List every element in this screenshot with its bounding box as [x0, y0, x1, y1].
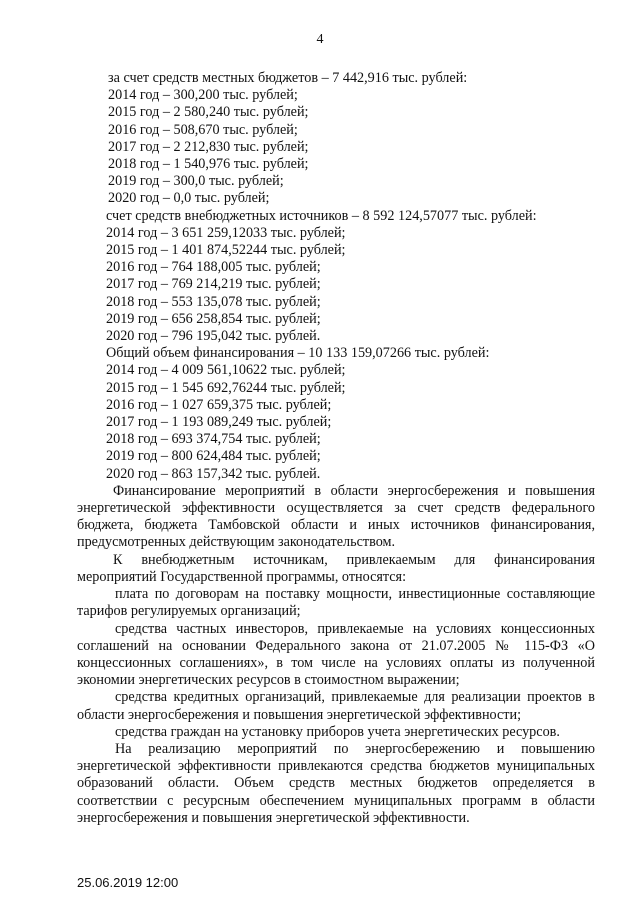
list-item: 2014 год – 4 009 561,10622 тыс. рублей;	[106, 362, 346, 379]
list-item: 2016 год – 764 188,005 тыс. рублей;	[106, 259, 321, 276]
financing-paragraph: Финансирование мероприятий в области энергосбережения и повышения энергетической эффективности осуществляется за счет средств федерального бюджета, бюджета Тамбовской области и иных источников финансирования, предусмотренных действующим законодательством.	[77, 482, 595, 551]
page-number: 4	[316, 32, 324, 47]
list-item: 2019 год – 800 624,484 тыс. рублей;	[106, 448, 321, 465]
list-item: 2017 год – 769 214,219 тыс. рублей;	[106, 276, 321, 293]
list-item: 2014 год – 300,200 тыс. рублей;	[108, 87, 298, 104]
local-budget-heading: за счет средств местных бюджетов – 7 442,916 тыс. рублей:	[108, 70, 468, 86]
list-item: 2015 год – 2 580,240 тыс. рублей;	[108, 104, 309, 121]
municipal-paragraph: На реализацию мероприятий по энергосбережению и повышению энергетической эффективности привлекаются средства бюджетов муниципальных образований области. Объем средств местных бюджетов определяется в соответствии с ресурсным обеспечением муниципальных программ в области энергосбережения и повышения энергетической эффективности.	[77, 740, 595, 826]
private-investors-paragraph: средства частных инвесторов, привлекаемые на условиях концессионных соглашений на основании Федерального закона от 21.07.2005 № 115-ФЗ «О концессионных соглашениях», в том числе на условиях оплаты из полученной экономии энергетических ресурсов в стоимостном выражении;	[77, 620, 595, 689]
credit-orgs-paragraph: средства кредитных организаций, привлекаемые для реализации проектов в области энергосбережения и повышения энергетической эффективности;	[77, 689, 595, 723]
list-item: 2014 год – 3 651 259,12033 тыс. рублей;	[106, 224, 346, 241]
citizens-paragraph: средства граждан на установку приборов учета энергетических ресурсов.	[115, 723, 560, 740]
list-item: 2020 год – 863 157,342 тыс. рублей.	[106, 465, 321, 482]
local-budget-years	[77, 87, 595, 207]
total-years	[77, 362, 595, 482]
list-item: 2015 год – 1 545 692,76244 тыс. рублей;	[106, 379, 346, 396]
total-heading: Общий объем финансирования – 10 133 159,07266 тыс. рублей:	[106, 345, 490, 362]
extrabudget-heading: счет средств внебюджетных источников – 8 592 124,57077 тыс. рублей:	[106, 207, 537, 224]
document-body	[77, 70, 595, 827]
list-item: 2018 год – 553 135,078 тыс. рублей;	[106, 293, 321, 310]
list-item: 2015 год – 1 401 874,52244 тыс. рублей;	[106, 242, 346, 259]
text-paragraphs	[77, 483, 595, 827]
list-item: 2018 год – 1 540,976 тыс. рублей;	[108, 156, 309, 173]
list-item: 2016 год – 508,670 тыс. рублей;	[108, 121, 298, 138]
list-item: 2018 год – 693 374,754 тыс. рублей;	[106, 431, 321, 448]
extrabudget-years	[77, 225, 595, 345]
list-item: 2017 год – 2 212,830 тыс. рублей;	[108, 138, 309, 155]
list-item: 2016 год – 1 027 659,375 тыс. рублей;	[106, 396, 332, 413]
list-item: 2019 год – 300,0 тыс. рублей;	[108, 173, 284, 190]
list-item: 2020 год – 0,0 тыс. рублей;	[108, 190, 270, 207]
capacity-fee-paragraph: плата по договорам на поставку мощности, инвестиционные составляющие тарифов регулируемых организаций;	[77, 586, 595, 620]
list-item: 2020 год – 796 195,042 тыс. рублей.	[106, 328, 321, 345]
extrabudget-sources-paragraph: К внебюджетным источникам, привлекаемым для финансирования мероприятий Государственной программы, относятся:	[77, 551, 595, 585]
list-item: 2019 год – 656 258,854 тыс. рублей;	[106, 310, 321, 327]
footer-timestamp: 25.06.2019 12:00	[77, 875, 179, 890]
list-item: 2017 год – 1 193 089,249 тыс. рублей;	[106, 414, 332, 431]
